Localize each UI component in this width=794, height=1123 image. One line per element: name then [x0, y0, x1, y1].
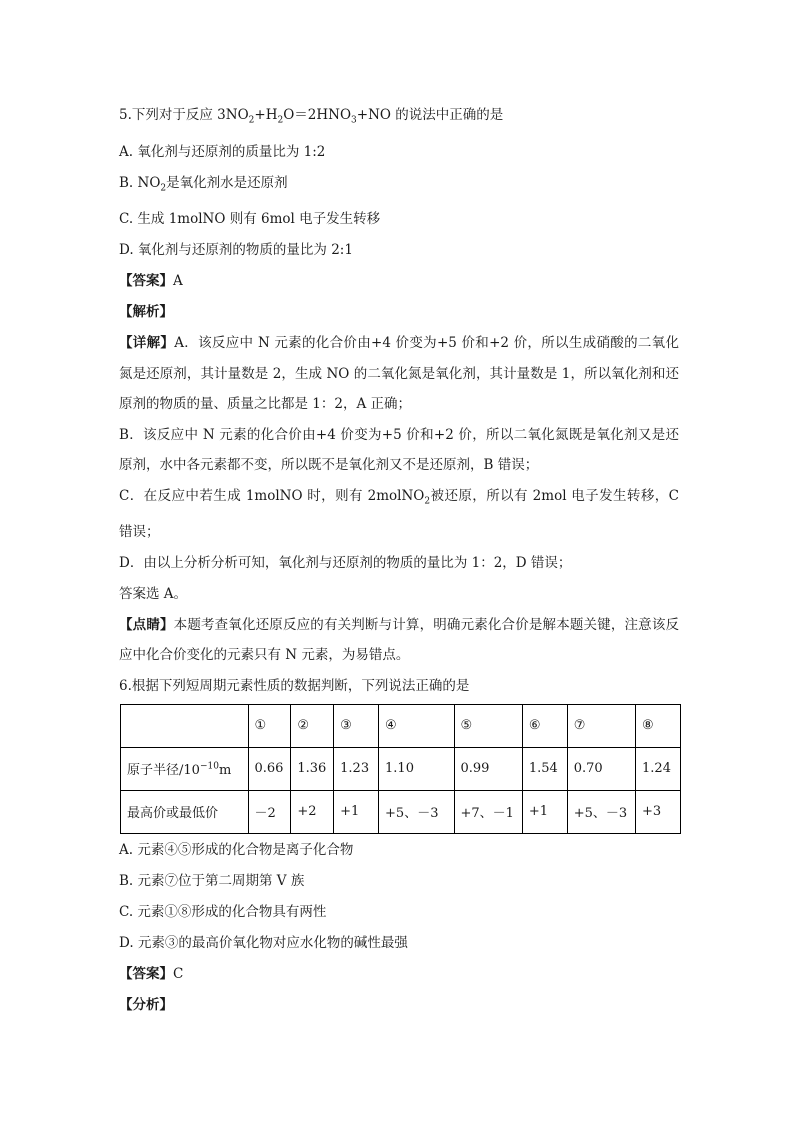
table-cell: +5、－3 — [379, 790, 454, 833]
table-cell: 0.70 — [567, 747, 635, 790]
table-corner-cell — [121, 704, 249, 747]
table-cell: 1.23 — [334, 747, 379, 790]
table-header-cell: ⑤ — [454, 704, 522, 747]
table-row-valence — [121, 790, 681, 833]
element-property-table — [120, 704, 681, 834]
q5-option-c: C. 生成 1molNO 则有 6mol 电子发生转移 — [119, 211, 381, 228]
q5-option-a: A. 氧化剂与还原剂的质量比为 1:2 — [119, 143, 326, 160]
q5-stem: 5.下列对于反应 $3NO_2+H_2O=2HNO_3+NO$ 的说法中正确的是 — [119, 107, 504, 126]
table-cell: +5、－3 — [567, 790, 635, 833]
table-cell: 1.36 — [291, 747, 334, 790]
table-cell: 1.10 — [379, 747, 454, 790]
table-row-radius — [121, 747, 681, 790]
q5-option-d: D. 氧化剂与还原剂的物质的量比为 2:1 — [119, 242, 353, 259]
table-header-cell: ④ — [379, 704, 454, 747]
q5-choose: 答案选 A。 — [119, 585, 188, 602]
table-header-cell: ① — [248, 704, 291, 747]
q6-analysis-heading: 【分析】 — [119, 996, 173, 1013]
table-header-row — [121, 704, 681, 747]
valence-row-label: 最高价或最低价 — [121, 790, 249, 833]
table-cell: +7、－1 — [454, 790, 522, 833]
q6-option-c: C. 元素①⑧形成的化合物具有两性 — [119, 903, 327, 920]
table-cell: +1 — [334, 790, 379, 833]
q5-detail-c: C．在反应中若生成 1molNO 时，则有 2molNO$_2$被还原，所以有 2mol 电子发生转移，C 错误； — [119, 487, 680, 541]
q6-answer: 【答案】C — [119, 965, 184, 982]
table-cell: 0.66 — [248, 747, 291, 790]
table-header-cell: ⑦ — [567, 704, 635, 747]
table-cell: 0.99 — [454, 747, 522, 790]
table-header-cell: ⑧ — [636, 704, 681, 747]
q5-answer: 【答案】A — [119, 273, 183, 290]
q5-point: 【点睛】本题考查氧化还原反应的有关判断与计算，明确元素化合价是解本题关键，注意该反应中化合价变化的元素只有 N 元素，为易错点。 — [119, 616, 680, 664]
q5-detail-d: D．由以上分析分析可知，氧化剂与还原剂的物质的量比为 1：2，D 错误； — [119, 554, 572, 571]
table-cell: +3 — [636, 790, 681, 833]
table-cell: －2 — [248, 790, 291, 833]
table-header-cell: ⑥ — [522, 704, 567, 747]
q5-detail-a: 【详解】A．该反应中 N 元素的化合价由+4 价变为+5 价和+2 价，所以生成硝酸的二氧化氮是还原剂，其计量数是 2，生成 NO 的二氧化氮是氧化剂，其计量数是 1，所以氧化剂和还原剂的物质的量、质量之比都是 1：2，A 正确； — [119, 335, 679, 413]
q6-option-a: A. 元素④⑤形成的化合物是离子化合物 — [119, 841, 354, 858]
table-header-cell: ③ — [334, 704, 379, 747]
q6-stem: 6.根据下列短周期元素性质的数据判断，下列说法正确的是 — [119, 677, 470, 694]
q5-option-b: B. $NO_2$是氧化剂水是还原剂 — [119, 174, 288, 194]
table-header-cell: ② — [291, 704, 334, 747]
q6-option-d: D. 元素③的最高价氧化物对应水化物的碱性最强 — [119, 934, 408, 951]
table-cell: 1.24 — [636, 747, 681, 790]
radius-row-label: 原子半径$/10^{-10}m$ — [121, 747, 249, 790]
q5-analysis-heading: 【解析】 — [119, 304, 173, 321]
q6-option-b: B. 元素⑦位于第二周期第 V 族 — [119, 872, 305, 889]
q5-detail-b: B．该反应中 N 元素的化合价由+4 价变为+5 价和+2 价，所以二氧化氮既是氧化剂又是还原剂，水中各元素都不变，所以既不是氧化剂又不是还原剂，B 错误； — [119, 426, 679, 474]
table-cell: +1 — [522, 790, 567, 833]
document-page — [119, 100, 679, 1021]
table-cell: +2 — [291, 790, 334, 833]
table-cell: 1.54 — [522, 747, 567, 790]
